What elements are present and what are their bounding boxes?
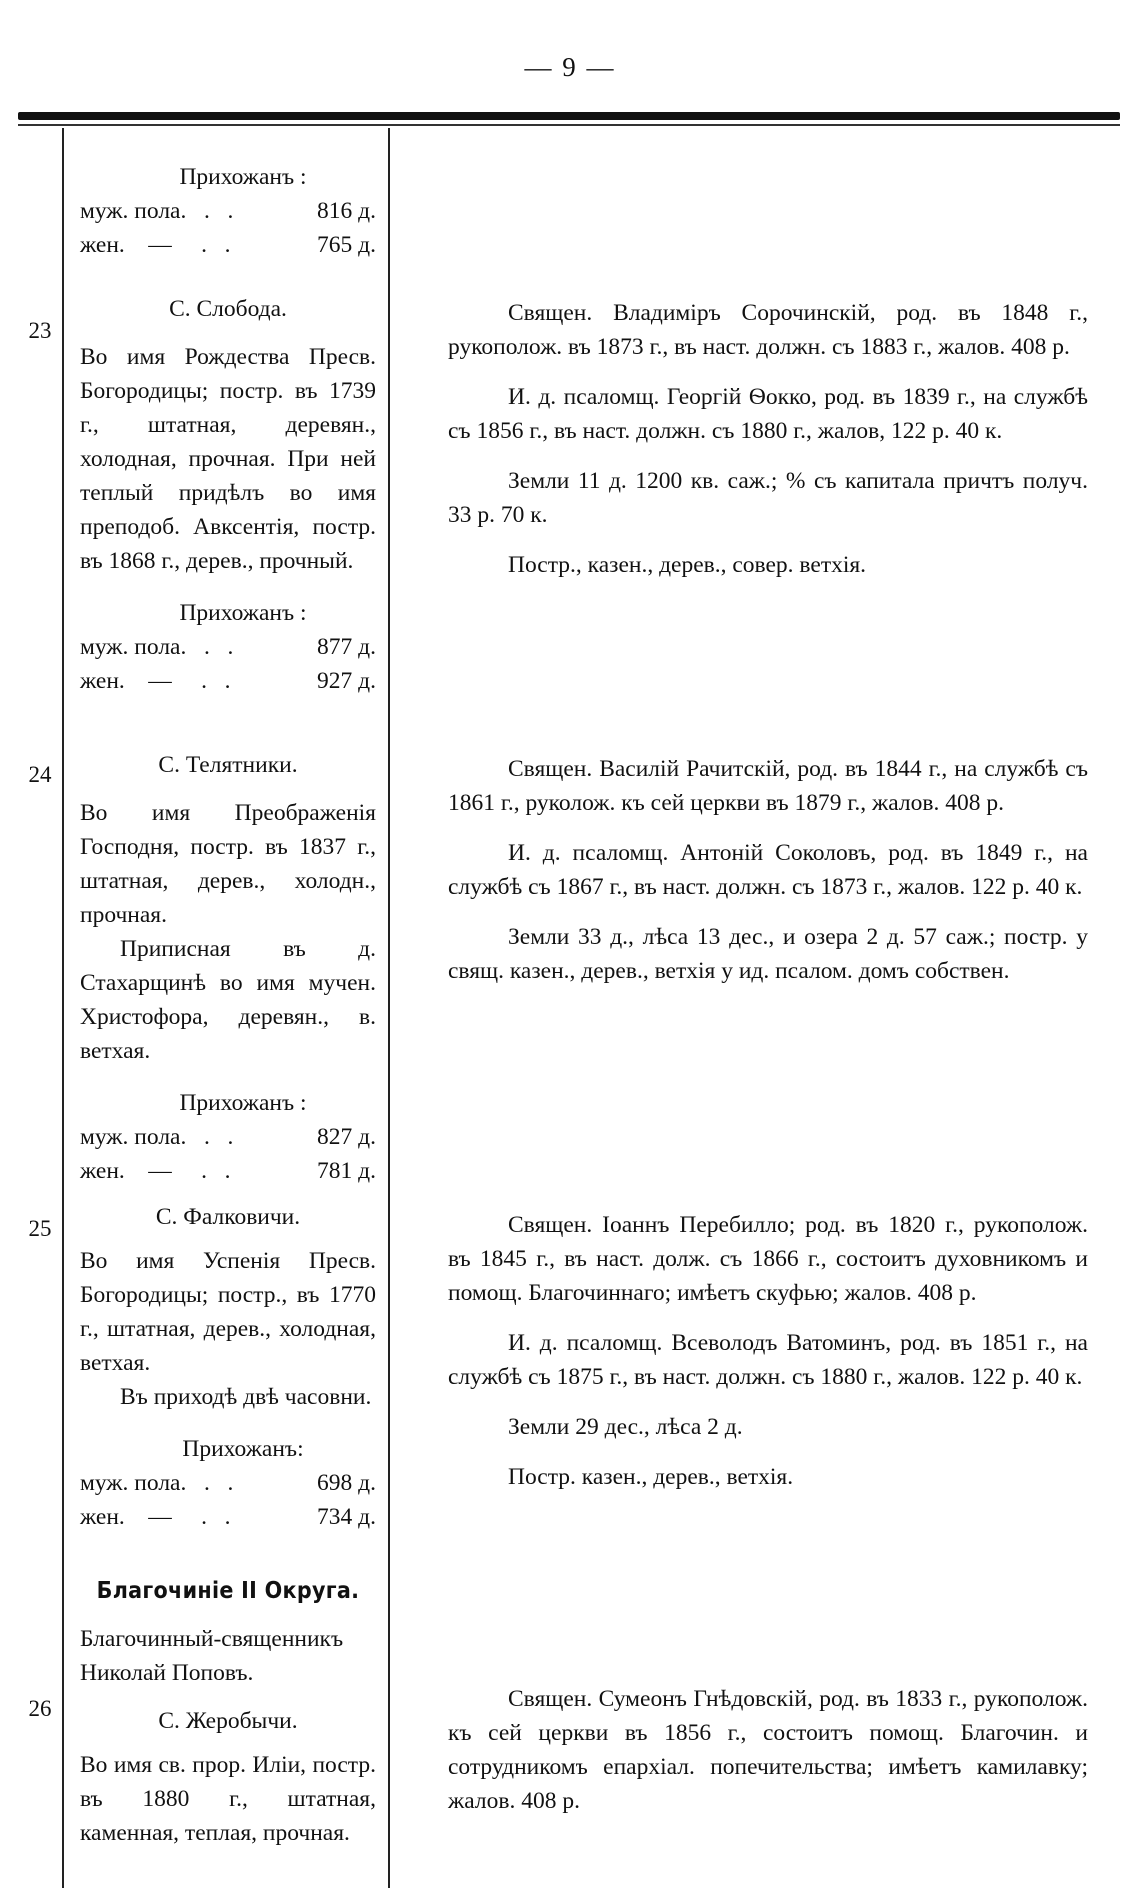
land-info: Земли 33 д., лѣса 13 дес., и озера 2 д. 57 саж.; постр. у свящ. казен., дерев., ветхія у ид. псалом. домъ собствен. xyxy=(448,924,1088,984)
parishioners-title: Прихожанъ : xyxy=(179,164,307,190)
male-label: муж. пола. . . xyxy=(80,634,234,660)
village-name: С. Фалковичи. xyxy=(155,1204,301,1230)
parishioners-title: Прихожанъ : xyxy=(179,1090,307,1116)
parishioners-female-row xyxy=(80,1154,376,1188)
female-count: 927 д. xyxy=(317,668,376,694)
entry-24-right xyxy=(448,752,1088,988)
church-description: Во имя Рождества Пресв. Богородицы; постр. въ 1739 г., штатная, деревян., холодная, прочная. При ней теплый придѣлъ во имя преподоб. Авксентія, постр. въ 1868 г., дерев., прочный. xyxy=(80,344,376,574)
entry-number: 24 xyxy=(28,762,52,787)
header-rule xyxy=(18,112,1120,120)
entry-24-left xyxy=(80,748,376,1188)
female-label: жен. — . . xyxy=(80,1158,231,1184)
male-count: 877 д. xyxy=(317,634,376,660)
column-divider-left xyxy=(62,128,64,1888)
village-name: С. Слобода. xyxy=(169,296,287,322)
village-name: С. Телятники. xyxy=(158,752,298,778)
parishioners-title: Прихожанъ: xyxy=(182,1436,304,1462)
entry-number: 23 xyxy=(28,318,52,343)
entry-23-right xyxy=(448,296,1088,582)
clergy-psalmist: И. д. псаломщ. Георгій Ѳокко, род. въ 1839 г., на службѣ съ 1856 г., въ наст. должн. съ 1880 г., жалов, 122 р. 40 к. xyxy=(448,384,1088,444)
chapels-note: Въ приходѣ двѣ часовни. xyxy=(120,1384,372,1410)
clergy-priest: Священ. Владиміръ Сорочинскій, род. въ 1848 г., рукополож. въ 1873 г., въ наст. должн. съ 1883 г., жалов. 408 р. xyxy=(448,300,1088,360)
male-count: 698 д. xyxy=(317,1470,376,1496)
male-count: 816 д. xyxy=(317,198,376,224)
entry-number: 26 xyxy=(28,1696,52,1721)
female-count: 765 д. xyxy=(317,232,376,258)
male-label: муж. пола. . . xyxy=(80,1470,234,1496)
entry-25-left xyxy=(80,1200,376,1534)
parishioners-male-row xyxy=(80,1466,376,1500)
buildings-info: Постр., казен., дерев., совер. ветхія. xyxy=(508,552,867,578)
female-label: жен. — . . xyxy=(80,1504,231,1530)
female-label: жен. — . . xyxy=(80,668,231,694)
female-label: жен. — . . xyxy=(80,232,231,258)
parishioners-male-row xyxy=(80,630,376,664)
church-description: Во имя Преображенія Господня, постр. въ 1837 г., штатная, дерев., холодн., прочная. xyxy=(80,800,376,928)
column-divider-middle xyxy=(388,128,390,1888)
clergy-psalmist: И. д. псаломщ. Всеволодъ Ватоминъ, род. въ 1851 г., на службѣ съ 1875 г., въ наст. должн. съ 1880 г., жалов. 122 р. 40 к. xyxy=(448,1330,1088,1390)
church-description: Во имя св. прор. Иліи, постр. въ 1880 г., штатная, каменная, теплая, прочная. xyxy=(80,1752,376,1846)
clergy-psalmist: И. д. псаломщ. Антоній Соколовъ, род. въ 1849 г., на службѣ съ 1867 г., въ наст. должн. съ 1873 г., жалов. 122 р. 40 к. xyxy=(448,840,1088,900)
female-count: 781 д. xyxy=(317,1158,376,1184)
clergy-priest: Священ. Василій Рачитскій, род. въ 1844 г., на службѣ съ 1861 г., руколож. къ сей церкви въ 1879 г., жалов. 408 р. xyxy=(448,756,1088,816)
header-rule-thin xyxy=(18,124,1120,126)
parishioners-female-row xyxy=(80,1500,376,1534)
male-label: муж. пола. . . xyxy=(80,198,234,224)
female-count: 734 д. xyxy=(317,1504,376,1530)
entry-23-left xyxy=(80,292,376,698)
dean-name: Благочинный-священникъ Николай Поповъ. xyxy=(80,1626,344,1686)
clergy-priest: Священ. Сумеонъ Гнѣдовскій, род. въ 1833 г., рукополож. къ сей церкви въ 1856 г., состоитъ помощ. Благочин. и сотрудникомъ епархіал. попечительства; имѣетъ камилавку; жалов. 408 р. xyxy=(448,1686,1088,1814)
clergy-priest: Священ. Іоаннъ Перебилло; род. въ 1820 г., рукополож. въ 1845 г., въ наст. долж. съ 1866 г., состоитъ духовникомъ и помощ. Благочиннаго; имѣетъ скуфью; жалов. 408 р. xyxy=(448,1212,1088,1306)
parishioners-title: Прихожанъ : xyxy=(179,600,307,626)
male-count: 827 д. xyxy=(317,1124,376,1150)
page-number: — 9 — xyxy=(524,52,616,82)
entry-26-left xyxy=(80,1574,376,1850)
village-name: С. Жеробычи. xyxy=(158,1708,298,1734)
buildings-info: Постр. казен., дерев., ветхія. xyxy=(508,1464,794,1490)
land-info: Земли 29 дес., лѣса 2 д. xyxy=(508,1414,743,1440)
chapel-description: Приписная въ д. Стахарщинѣ во имя мучен. Христофора, деревян., в. ветхая. xyxy=(80,936,376,1064)
district-heading: Благочиніе II Округа. xyxy=(96,1578,360,1604)
entry-number: 25 xyxy=(28,1216,52,1241)
entry-continuation-left xyxy=(80,160,376,262)
parishioners-female-row xyxy=(80,664,376,698)
land-info: Земли 11 д. 1200 кв. саж.; % съ капитала причтъ получ. 33 р. 70 к. xyxy=(448,468,1088,528)
parishioners-female-row xyxy=(80,228,376,262)
church-description: Во имя Успенія Пресв. Богородицы; постр., въ 1770 г., штатная, дерев., холодная, ветхая. xyxy=(80,1248,376,1376)
entry-25-right xyxy=(448,1208,1088,1494)
parishioners-male-row xyxy=(80,1120,376,1154)
parishioners-male-row xyxy=(80,194,376,228)
entry-26-right xyxy=(448,1682,1088,1818)
male-label: муж. пола. . . xyxy=(80,1124,234,1150)
